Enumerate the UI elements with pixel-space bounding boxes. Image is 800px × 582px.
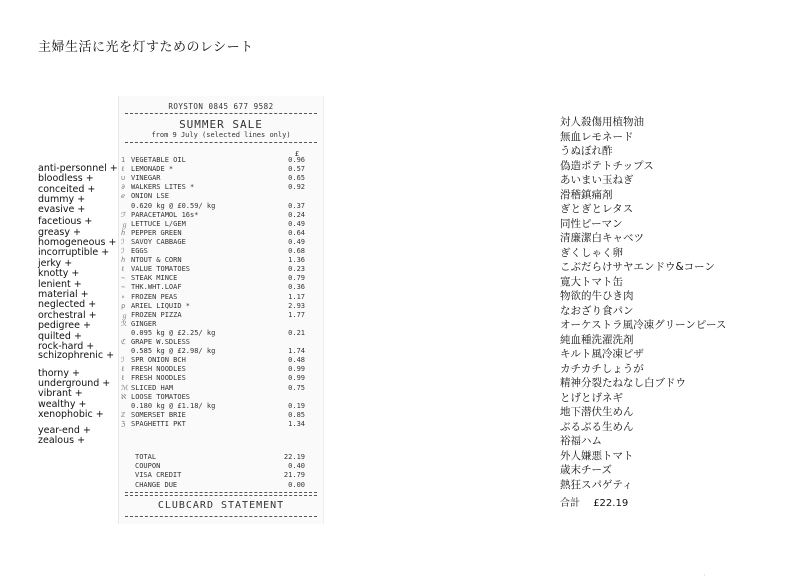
line-mark: ℊ: [121, 311, 128, 320]
summary-label: TOTAL: [135, 453, 157, 461]
line-price: 0.49: [288, 219, 305, 228]
page-title: 主婦生活に光を灯すためのレシート: [38, 40, 254, 55]
line-price: 0.23: [288, 265, 305, 274]
line-mark: ℎ: [121, 228, 126, 237]
line-name: FRESH NOODLES: [131, 374, 186, 383]
adjective-item: incorruptible +: [38, 247, 110, 258]
line-name: FRESH NOODLES: [131, 365, 186, 374]
line-mark: ℐ: [121, 237, 125, 246]
adjective-item: thorny +: [38, 368, 80, 379]
adjective-item: orchestral +: [38, 310, 97, 321]
japanese-item: 偽造ポテトチップス: [560, 159, 654, 172]
line-price: 2.93: [288, 301, 305, 310]
line-mark: ℓ: [121, 265, 125, 274]
line-price: 0.99: [288, 365, 305, 374]
receipt: [118, 96, 324, 524]
line-price: 0.75: [288, 383, 305, 392]
line-name: 0.620 kg @ £0.59/ kg: [131, 201, 216, 210]
summary-value: 0.00: [288, 480, 305, 489]
line-mark: ∼: [121, 283, 126, 292]
japanese-item: とげとげネギ: [560, 391, 623, 404]
summary-value: 21.79: [283, 471, 305, 480]
line-price: 1.74: [288, 347, 305, 356]
line-name: 0.095 kg @ £2.25/ kg: [131, 328, 216, 337]
line-mark: ∼: [121, 274, 126, 283]
japanese-item: 清廉潔白キャベツ: [560, 232, 644, 244]
adjective-item: jerky +: [38, 258, 73, 269]
adjective-item: zealous +: [38, 435, 86, 446]
summary-label: VISA CREDIT: [135, 471, 182, 480]
receipt-phone: ROYSTON 0845 677 9582: [168, 102, 274, 111]
japanese-item: うぬぼれ酢: [560, 145, 613, 157]
line-mark: ρ: [121, 301, 126, 310]
adjective-item: material +: [38, 289, 89, 300]
line-mark: ℐ: [121, 356, 125, 365]
line-mark: ℐ: [121, 247, 125, 255]
line-mark: ℓ: [121, 165, 125, 174]
line-mark: ∂: [121, 183, 126, 192]
line-price: 0.19: [288, 401, 305, 410]
line-mark: ℳ: [121, 383, 129, 392]
line-price: 1.34: [288, 419, 305, 428]
line-name: LETTUCE L/GEM: [131, 219, 186, 228]
receipt-divider: [125, 113, 317, 114]
japanese-item: 無血レモネード: [560, 130, 634, 143]
total-value: £22.19: [593, 498, 629, 509]
receipt-divider: [125, 142, 317, 143]
line-name: SOMERSET BRIE: [131, 410, 186, 419]
line-name: 0.585 kg @ £2.98/ kg: [131, 347, 216, 356]
receipt-divider: [125, 516, 317, 517]
line-name: PEPPER GREEN: [131, 228, 182, 237]
line-price: 0.99: [288, 374, 305, 383]
japanese-item: 歳末チーズ: [560, 464, 612, 476]
line-mark: ∘: [121, 292, 126, 301]
japanese-item: 地下潜伏生めん: [560, 406, 634, 418]
line-name: FROZEN PEAS: [131, 292, 178, 301]
line-price: 0.68: [288, 247, 305, 255]
line-price: 0.21: [288, 328, 305, 337]
japanese-item: 滑稽鎮痛剤: [560, 188, 613, 201]
line-name: THK.WHT.LOAF: [131, 283, 182, 292]
line-price: 1.17: [288, 292, 305, 301]
adjective-item: wealthy +: [38, 399, 87, 410]
adjective-item: schizophrenic +: [38, 350, 115, 361]
japanese-item: ぶるぶる生めん: [560, 420, 634, 433]
line-price: 0.57: [288, 165, 305, 174]
line-mark: ℨ: [121, 419, 126, 428]
japanese-item: 対人殺傷用植物油: [560, 116, 644, 128]
japanese-item: 寛大トマト缶: [560, 275, 623, 288]
total-row: [560, 494, 638, 509]
line-name: NTOUT & CORN: [131, 256, 182, 265]
adjective-item: underground +: [38, 378, 111, 389]
receipt-currency: £: [294, 150, 299, 158]
adjective-item: conceited +: [38, 184, 96, 195]
line-price: 0.65: [288, 174, 305, 183]
line-mark: ℊ: [121, 220, 128, 229]
line-name: 0.180 kg @ £1.18/ kg: [131, 401, 216, 410]
line-mark: ℯ: [121, 192, 126, 201]
line-name: PARACETAMOL 16s*: [131, 210, 199, 219]
line-price: 0.49: [288, 237, 305, 246]
line-mark: ℵ: [121, 392, 127, 401]
clubcard-statement: CLUBCARD STATEMENT: [157, 500, 285, 511]
adjective-item: greasy +: [38, 227, 81, 238]
line-price: 0.24: [288, 210, 305, 219]
japanese-item: 純血種洗濯洗剤: [560, 333, 634, 346]
adjective-item: lenient +: [38, 279, 82, 290]
line-mark: ℓ: [121, 365, 125, 374]
receipt-divider: [125, 495, 317, 496]
adjective-item: rock-hard +: [38, 341, 95, 352]
line-mark: ∪: [121, 174, 126, 183]
line-name: VALUE TOMATOES: [131, 265, 191, 274]
japanese-item: なおざり食パン: [560, 304, 634, 317]
line-name: SPR ONION BCH: [131, 356, 186, 365]
adjective-item: homogeneous +: [38, 237, 117, 248]
receipt-line: [119, 420, 323, 430]
line-name: WALKERS LITES *: [131, 183, 195, 192]
japanese-item: 裕福ハム: [560, 435, 602, 447]
line-name: SPAGHETTI PKT: [131, 419, 186, 428]
line-price: 0.37: [288, 201, 305, 210]
line-name: GINGER: [131, 319, 157, 328]
adjective-item: evasive +: [38, 204, 86, 215]
line-price: 0.48: [288, 356, 305, 365]
line-name: VEGETABLE OIL: [131, 156, 186, 164]
summary-value: 22.19: [283, 453, 305, 461]
line-name: ARIEL LIQUID *: [131, 301, 191, 310]
receipt-sale-heading: SUMMER SALE: [179, 118, 263, 131]
japanese-item: 熱狂スパゲティ: [560, 478, 633, 491]
summary-label: COUPON: [135, 462, 161, 471]
line-mark: ℓ: [121, 374, 125, 383]
japanese-item: 外人嫌悪トマト: [560, 449, 634, 462]
line-price: 0.92: [288, 183, 305, 192]
line-name: VINEGAR: [131, 174, 161, 183]
adjective-item: dummy +: [38, 194, 86, 205]
total-label: 合計: [560, 498, 580, 509]
adjective-item: year-end +: [38, 425, 91, 436]
japanese-item: カチカチしょうが: [560, 362, 644, 375]
line-name: ONION LSE: [131, 192, 169, 201]
japanese-item: 物欲的牛ひき肉: [560, 290, 634, 302]
line-name: LOOSE TOMATOES: [131, 392, 191, 401]
japanese-item: オーケストラ風冷凍グリーンピース: [560, 319, 727, 331]
line-price: 0.96: [288, 156, 305, 164]
japanese-item: ぎくしゃく卵: [560, 246, 623, 259]
japanese-item: キルト風冷凍ピザ: [560, 348, 644, 360]
adjective-item: anti-personnel +: [38, 163, 118, 174]
adjective-item: bloodless +: [38, 173, 94, 184]
line-price: 0.64: [288, 228, 305, 237]
line-name: STEAK MINCE: [131, 274, 178, 283]
japanese-item: 精神分裂たねなし白ブドウ: [560, 377, 686, 389]
japanese-item: あいまい玉ねぎ: [560, 174, 634, 186]
japanese-item: こぶだらけサヤエンドウ&コーン: [560, 261, 715, 273]
adjective-item: quilted +: [38, 331, 82, 342]
line-price: 0.85: [288, 410, 305, 419]
adjective-item: xenophobic +: [38, 409, 104, 420]
line-mark: ℱ: [121, 210, 127, 219]
line-name: LEMONADE *: [131, 165, 174, 174]
line-price: 1.77: [288, 310, 305, 319]
japanese-item: 同性ピーマン: [560, 217, 623, 230]
line-mark: ℛ: [121, 319, 127, 328]
adjective-item: pedigree +: [38, 320, 91, 331]
line-mark: ℎ: [121, 256, 126, 265]
line-price: 1.36: [288, 256, 305, 265]
line-price: 0.79: [288, 274, 305, 283]
line-mark: ℤ: [121, 410, 126, 419]
line-price: 0.36: [288, 283, 305, 292]
line-name: EGGS: [131, 247, 148, 255]
line-mark: 1: [121, 156, 126, 164]
adjective-item: knotty +: [38, 268, 80, 279]
line-name: FROZEN PIZZA: [131, 310, 182, 319]
adjective-item: neglected +: [38, 299, 97, 310]
receipt-divider: [125, 492, 317, 493]
receipt-sale-subtitle: from 9 July (selected lines only): [151, 131, 291, 139]
adjective-item: facetious +: [38, 216, 93, 227]
summary-value: 0.40: [288, 462, 305, 471]
adjective-item: vibrant +: [38, 388, 83, 399]
japanese-item: ぎとぎとレタス: [560, 203, 634, 215]
line-name: SLICED HAM: [131, 383, 174, 392]
line-mark: ℭ: [121, 338, 126, 346]
summary-label: CHANGE DUE: [135, 480, 178, 489]
line-name: GRAPE W.SDLESS: [131, 338, 191, 346]
scan-speck: ·: [703, 571, 706, 580]
line-name: SAVOY CABBAGE: [131, 237, 186, 246]
